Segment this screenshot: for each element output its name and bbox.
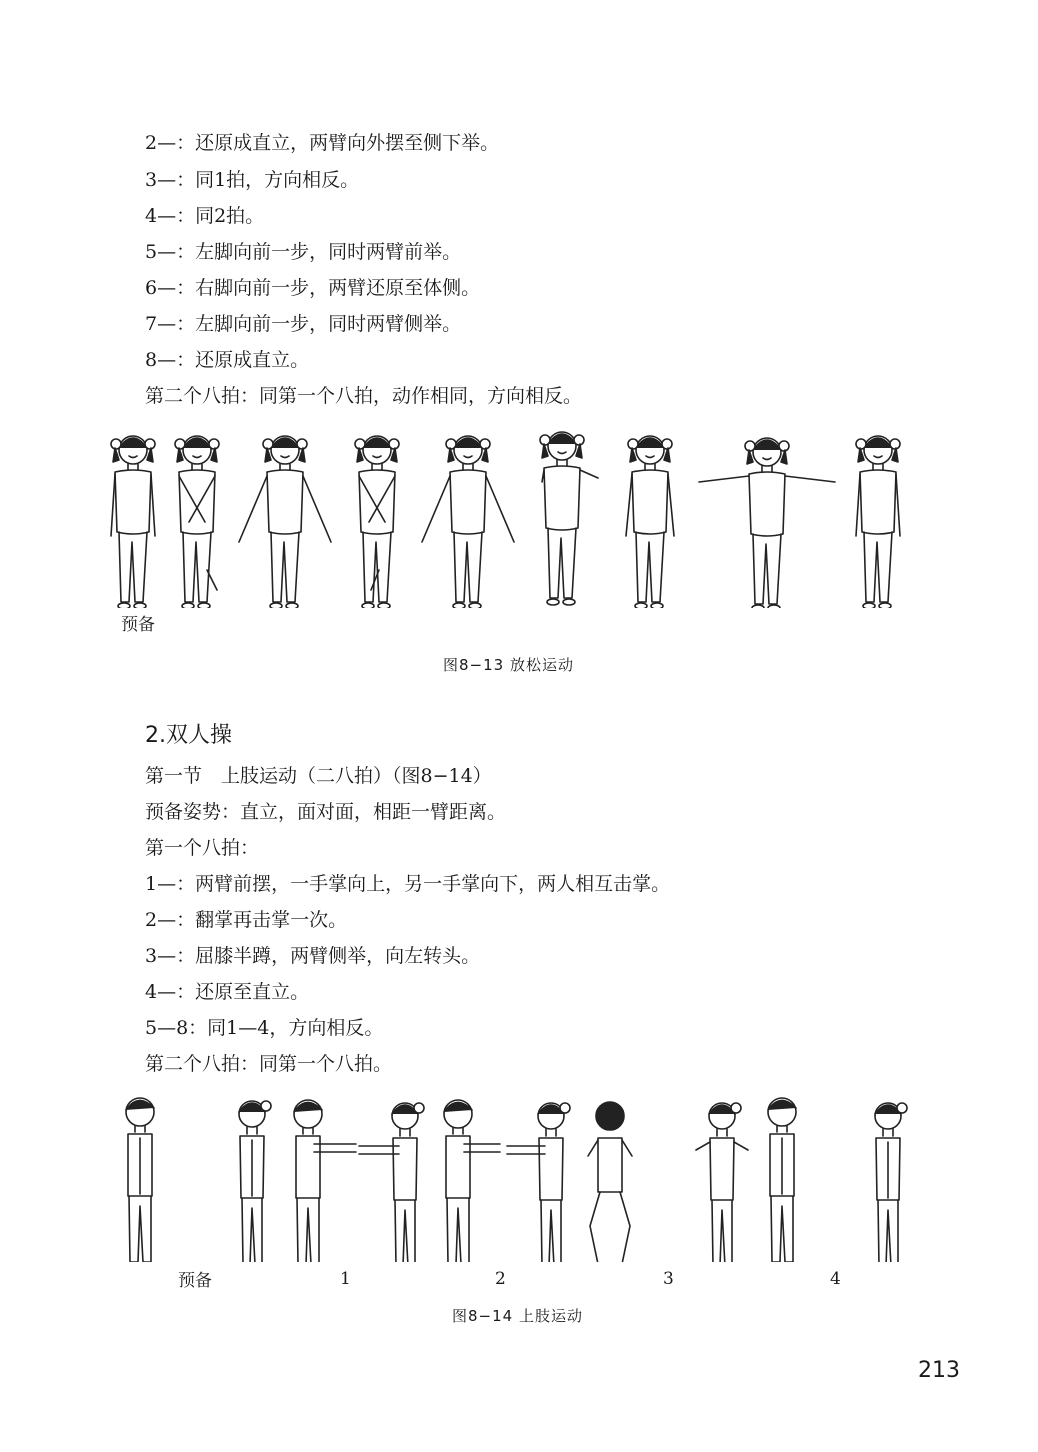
figure-label-ready: 预备 [121,615,155,635]
relaxation-exercise-illustration [0,428,1038,608]
text-line: 5—：左脚向前一步，同时两臂前举。 [145,241,462,263]
text-line: 8—：还原成直立。 [145,349,310,371]
section-heading: 2.双人操 [145,723,232,748]
text-line: 第二个八拍：同第一个八拍，动作相同，方向相反。 [145,385,583,407]
text-line: 2—：还原成直立，两臂向外摆至侧下举。 [145,132,500,154]
upper-limb-exercise-illustration [0,1092,1038,1262]
text-line: 第二个八拍：同第一个八拍。 [145,1053,393,1075]
text-line: 第一个八拍： [145,837,260,859]
text-line: 2—：翻掌再击掌一次。 [145,909,348,931]
figure-label-beat: 3 [663,1269,674,1289]
figure-label-beat: 4 [830,1269,841,1289]
text-line: 预备姿势：直立，面对面，相距一臂距离。 [145,801,507,823]
text-line: 7—：左脚向前一步，同时两臂侧举。 [145,313,462,335]
figure-label-beat: 2 [495,1269,506,1289]
page-number: 213 [918,1358,960,1383]
figure-caption: 图8−14 上肢运动 [452,1307,583,1325]
figure-label-beat: 1 [340,1269,351,1289]
text-line: 4—：还原至直立。 [145,981,310,1003]
text-line: 3—：屈膝半蹲，两臂侧举，向左转头。 [145,945,481,967]
text-line: 5—8：同1—4，方向相反。 [145,1017,384,1039]
text-line: 第一节 上肢运动（二八拍）（图8−14） [145,765,492,787]
figure-caption: 图8−13 放松运动 [443,656,574,674]
text-line: 4—：同2拍。 [145,205,265,227]
text-line: 1—：两臂前摆，一手掌向上，另一手掌向下，两人相互击掌。 [145,873,671,895]
text-line: 6—：右脚向前一步，两臂还原至体侧。 [145,277,481,299]
figure-label-ready: 预备 [178,1271,212,1291]
text-line: 3—：同1拍，方向相反。 [145,169,360,191]
